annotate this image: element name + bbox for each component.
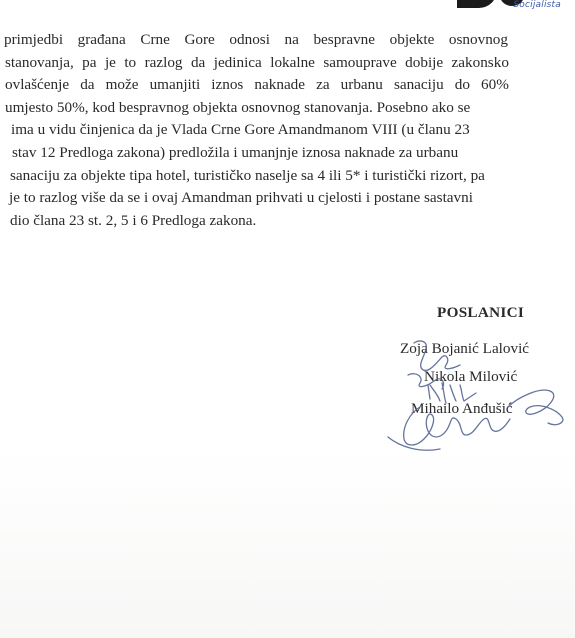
word: lokalne <box>270 53 315 71</box>
word: do <box>454 76 470 94</box>
paragraph-line-6: stav 12 Predloga zakona) predložila i umanjnje iznosa naknade za urbanu <box>12 143 459 161</box>
word: pa <box>82 53 97 71</box>
signatory-name: Mihailo Anđušić <box>411 400 513 417</box>
word: osnovnog <box>448 31 508 48</box>
word: urbanu <box>340 76 383 94</box>
logo-text: Socijalista <box>513 0 561 10</box>
paragraph-line-3 <box>0 74 509 97</box>
word: bespravne <box>313 31 376 48</box>
word: da <box>80 76 95 94</box>
word: na <box>284 31 299 48</box>
signatory-name: Nikola Milović <box>424 368 518 385</box>
word: dobije <box>405 53 444 71</box>
party-logo <box>435 0 575 12</box>
amendment-paragraph <box>0 29 560 232</box>
word: je <box>104 53 116 71</box>
word: može <box>105 76 139 94</box>
word: objekte <box>389 31 435 48</box>
word: građana <box>77 31 126 48</box>
paragraph-line-7: sanaciju za objekte tipa hotel, turističko naselje sa 4 ili 5* i turistički rizort, pa <box>10 166 485 184</box>
word: razlog <box>144 53 183 71</box>
word: jedinica <box>213 53 262 71</box>
word: zakonsko <box>451 53 509 71</box>
paragraph-line-8: je to razlog više da se i ovaj Amandman prihvati u cjelosti i postane sastavni <box>9 189 473 207</box>
logo-shape-left <box>457 0 497 8</box>
word: sanaciju <box>393 76 444 94</box>
word: 60% <box>481 76 509 94</box>
paragraph-line-9: dio člana 23 st. 2, 5 i 6 Predloga zakona. <box>10 211 257 229</box>
word: primjedbi <box>4 31 64 48</box>
paragraph-line-4: umjesto 50%, kod bespravnog objekta osnovnog stanovanja. Posebno ako se <box>5 98 471 116</box>
word: stanovanja, <box>5 53 74 71</box>
paragraph-line-2 <box>0 52 509 75</box>
word: umanjiti <box>149 76 201 94</box>
word: naknade <box>254 76 306 94</box>
word: odnosi <box>229 31 270 48</box>
word: da <box>190 53 206 71</box>
word: samouprave <box>323 53 397 71</box>
word: Gore <box>184 31 215 48</box>
signatories-heading: POSLANICI <box>437 304 525 321</box>
paragraph-line-5: ima u vidu činjenica da je Vlada Crne Gore Amandmanom VIII (u članu 23 <box>11 121 470 139</box>
signature-block <box>0 300 575 470</box>
word: za <box>316 76 330 94</box>
paragraph-line-1 <box>0 29 508 52</box>
word: Crne <box>140 31 170 48</box>
signatory-name: Zoja Bojanić Lalović <box>400 340 530 357</box>
word: ovlašćenje <box>5 76 70 94</box>
word: to <box>124 53 137 71</box>
word: iznos <box>211 76 244 94</box>
